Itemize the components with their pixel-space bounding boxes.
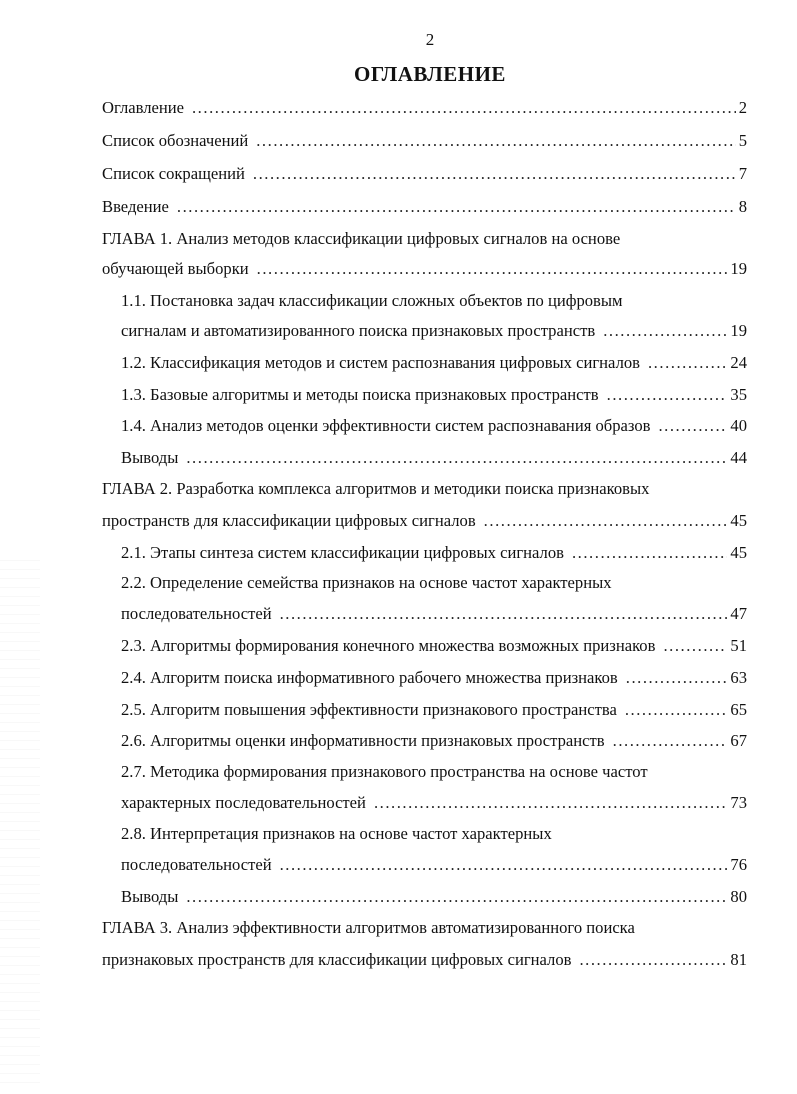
- leader-dots: [613, 730, 728, 752]
- toc-entry-page: 76: [730, 855, 747, 874]
- leader-dots: [648, 352, 727, 374]
- toc-entry-notation[interactable]: [102, 130, 747, 152]
- toc-entry-title: 1.1. Постановка задач классификации сложных объектов по цифровым: [121, 291, 623, 310]
- toc-entry-title-cont: сигналам и автоматизированного поиска признаковых пространств: [121, 321, 596, 340]
- toc-entry-title: 2.8. Интерпретация признаков на основе частот характерных: [121, 824, 552, 843]
- toc-entry-title: 1.2. Классификация методов и систем распознавания цифровых сигналов: [121, 353, 640, 372]
- toc-entry-title: 2.3. Алгоритмы формирования конечного множества возможных признаков: [121, 636, 656, 655]
- leader-dots: [192, 97, 736, 119]
- leader-dots: [374, 792, 727, 814]
- leader-dots: [626, 667, 728, 689]
- toc-entry-title: Выводы: [121, 887, 179, 906]
- toc-entry-2-8-line2[interactable]: [121, 854, 747, 876]
- leader-dots: [256, 130, 735, 152]
- page-number: 2: [425, 30, 435, 49]
- toc-entry-page: 67: [730, 731, 747, 750]
- toc-entry-page: 35: [730, 385, 747, 404]
- toc-entry-page: 44: [730, 448, 747, 467]
- toc-entry-page: 65: [730, 700, 747, 719]
- toc-entry-2-2-line1[interactable]: [121, 572, 612, 594]
- toc-entry-1-1-line1[interactable]: [121, 290, 623, 312]
- toc-entry-title-cont: последовательностей: [121, 855, 272, 874]
- toc-entry-title: ГЛАВА 2. Разработка комплекса алгоритмов и методики поиска признаковых: [102, 479, 650, 498]
- toc-entry-1-3[interactable]: [121, 384, 747, 406]
- toc-entry-page: 40: [730, 416, 747, 435]
- toc-entry-2-1[interactable]: [121, 542, 747, 564]
- toc-entry-2-4[interactable]: [121, 667, 747, 689]
- toc-entry-page: 2: [738, 98, 747, 117]
- toc-entry-title-cont: обучающей выборки: [102, 259, 249, 278]
- toc-entry-2-7-line1[interactable]: [121, 761, 648, 783]
- toc-entry-page: 45: [730, 511, 747, 530]
- toc-entry-title: Оглавление: [102, 98, 184, 117]
- leader-dots: [607, 384, 728, 406]
- leader-dots: [484, 510, 728, 532]
- toc-entry-title: ГЛАВА 1. Анализ методов классификации цифровых сигналов на основе: [102, 229, 621, 248]
- toc-entry-page: 19: [730, 321, 747, 340]
- toc-entry-chapter-2-conclusions[interactable]: [121, 886, 747, 908]
- toc-entry-1-1-line2[interactable]: [121, 320, 747, 342]
- toc-entry-2-6[interactable]: [121, 730, 747, 752]
- toc-entry-title: Выводы: [121, 448, 179, 467]
- toc-entry-chapter-3-line2[interactable]: [102, 949, 747, 971]
- toc-entry-2-3[interactable]: [121, 635, 747, 657]
- toc-entry-page: 73: [730, 793, 747, 812]
- toc-entry-title: ГЛАВА 3. Анализ эффективности алгоритмов автоматизированного поиска: [102, 918, 635, 937]
- leader-dots: [663, 635, 727, 657]
- scan-artifact: [0, 560, 40, 1090]
- toc-entry-abbreviations[interactable]: [102, 163, 747, 185]
- toc-entry-page: 47: [730, 604, 747, 623]
- toc-entry-2-8-line1[interactable]: [121, 823, 552, 845]
- toc-entry-2-7-line2[interactable]: [121, 792, 747, 814]
- toc-entry-title: 2.2. Определение семейства признаков на основе частот характерных: [121, 573, 612, 592]
- leader-dots: [579, 949, 727, 971]
- toc-entry-title: 2.6. Алгоритмы оценки информативности признаковых пространств: [121, 731, 605, 750]
- toc-entry-1-4[interactable]: [121, 415, 747, 437]
- leader-dots: [186, 447, 727, 469]
- toc-entry-title: Введение: [102, 197, 169, 216]
- toc-title: ОГЛАВЛЕНИЕ: [354, 62, 506, 86]
- toc-entry-chapter-2-line1[interactable]: [102, 478, 649, 500]
- toc-entry-title: 2.1. Этапы синтеза систем классификации цифровых сигналов: [121, 543, 564, 562]
- toc-entry-title: 1.4. Анализ методов оценки эффективности систем распознавания образов: [121, 416, 651, 435]
- toc-entry-1-2[interactable]: [121, 352, 747, 374]
- leader-dots: [177, 196, 736, 218]
- toc-entry-title-cont: признаковых пространств для классификации цифровых сигналов: [102, 950, 572, 969]
- toc-entry-page: 19: [730, 259, 747, 278]
- leader-dots: [186, 886, 727, 908]
- leader-dots: [572, 542, 727, 564]
- toc-entry-page: 24: [730, 353, 747, 372]
- toc-entry-title: 1.3. Базовые алгоритмы и методы поиска признаковых пространств: [121, 385, 599, 404]
- toc-entry-page: 80: [730, 887, 747, 906]
- toc-entry-title-cont: пространств для классификации цифровых сигналов: [102, 511, 476, 530]
- toc-entry-page: 45: [730, 543, 747, 562]
- toc-entry-title: 2.4. Алгоритм поиска информативного рабочего множества признаков: [121, 668, 618, 687]
- leader-dots: [603, 320, 727, 342]
- toc-entry-title: 2.7. Методика формирования признакового пространства на основе частот: [121, 762, 648, 781]
- toc-entry-chapter-1-line1[interactable]: [102, 228, 620, 250]
- toc-entry-chapter-3-line1[interactable]: [102, 917, 635, 939]
- leader-dots: [257, 258, 728, 280]
- leader-dots: [625, 699, 728, 721]
- toc-entry-2-2-line2[interactable]: [121, 603, 747, 625]
- toc-entry-title-cont: характерных последовательностей: [121, 793, 366, 812]
- toc-entry-page: 8: [738, 197, 747, 216]
- leader-dots: [280, 603, 728, 625]
- toc-entry-page: 7: [738, 164, 747, 183]
- toc-entry-page: 51: [730, 636, 747, 655]
- toc-entry-title: Список сокращений: [102, 164, 245, 183]
- toc-entry-contents[interactable]: [102, 97, 747, 119]
- toc-entry-chapter-1-conclusions[interactable]: [121, 447, 747, 469]
- toc-entry-chapter-1-line2[interactable]: [102, 258, 747, 280]
- toc-entry-introduction[interactable]: [102, 196, 747, 218]
- leader-dots: [253, 163, 736, 185]
- leader-dots: [280, 854, 728, 876]
- toc-entry-page: 63: [730, 668, 747, 687]
- toc-entry-title-cont: последовательностей: [121, 604, 272, 623]
- leader-dots: [658, 415, 727, 437]
- toc-entry-2-5[interactable]: [121, 699, 747, 721]
- toc-entry-page: 5: [738, 131, 747, 150]
- toc-entry-chapter-2-line2[interactable]: [102, 510, 747, 532]
- toc-entry-page: 81: [730, 950, 747, 969]
- toc-entry-title: 2.5. Алгоритм повышения эффективности признакового пространства: [121, 700, 617, 719]
- toc-entry-title: Список обозначений: [102, 131, 249, 150]
